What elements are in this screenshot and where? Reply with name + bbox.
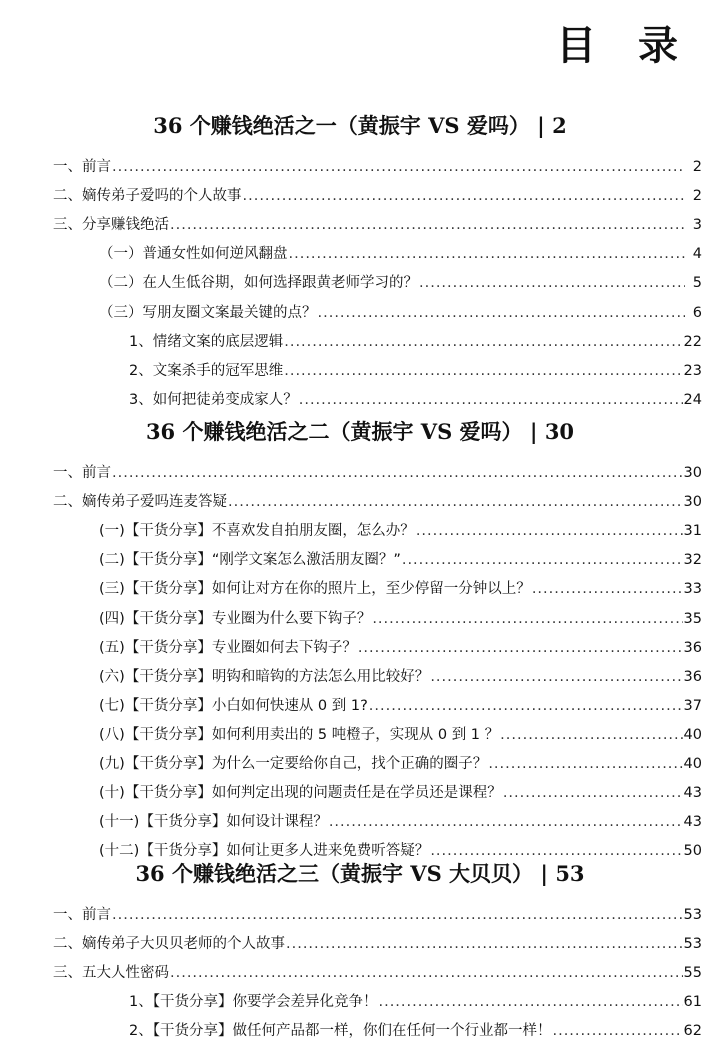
toc-page-number: 43: [683, 814, 702, 831]
toc-entry-title: 一、前言: [53, 907, 111, 923]
dot-leader: [419, 273, 685, 293]
dot-leader: [358, 638, 683, 658]
dot-leader: [112, 905, 683, 925]
dot-leader: [503, 783, 683, 803]
dot-leader: [284, 361, 682, 381]
toc-entry[interactable]: [53, 901, 702, 925]
toc-page-number: 35: [683, 610, 702, 627]
toc-entry[interactable]: [99, 779, 702, 803]
dot-leader: [112, 463, 683, 483]
toc-entry-title: （三）写朋友圈文案最关键的点？: [99, 304, 317, 321]
toc-page-number: 30: [683, 494, 702, 511]
toc-entry[interactable]: [53, 488, 702, 512]
toc-entry-title: (十一)【干货分享】如何设计课程？: [99, 814, 328, 831]
toc-entry[interactable]: [99, 240, 702, 264]
toc-entry[interactable]: [53, 930, 702, 954]
toc-entry-title: （二）在人生低谷期，如何选择跟黄老师学习的？: [99, 275, 418, 292]
toc-page-number: 37: [683, 697, 702, 714]
toc-entry[interactable]: [99, 634, 702, 658]
toc-entry[interactable]: [99, 605, 702, 629]
toc-page-number: 31: [683, 523, 702, 540]
toc-entry-title: 二、嫡传弟子爱吗连麦答疑: [53, 494, 227, 511]
toc-page-number: 6: [692, 304, 702, 321]
toc-page-number: 5: [692, 275, 702, 292]
toc-entry-title: 2、文案杀手的冠军思维: [129, 362, 284, 379]
dot-leader: [318, 303, 686, 323]
toc-entry[interactable]: [99, 299, 702, 323]
toc-entry-title: 一、前言: [53, 159, 111, 175]
toc-entry-title: (五)【干货分享】专业圈如何去下钩子？: [99, 639, 357, 656]
toc-entry[interactable]: [99, 721, 702, 745]
toc-entry[interactable]: [53, 153, 702, 177]
toc-page-number: 43: [683, 785, 702, 802]
dot-leader: [372, 609, 682, 629]
dot-leader: [430, 667, 682, 687]
dot-leader: [369, 696, 683, 716]
toc-entry[interactable]: [129, 357, 702, 381]
toc-page-number: 32: [683, 552, 702, 569]
dot-leader: [488, 754, 682, 774]
toc-entry-title: 二、嫡传弟子爱吗的个人故事: [53, 188, 242, 205]
toc-entry-title: 三、分享赚钱绝活: [53, 217, 169, 234]
toc-entry-title: 3、如何把徒弟变成家人？: [129, 391, 298, 408]
toc-page-number: 24: [683, 391, 702, 408]
dot-leader: [500, 725, 682, 745]
dot-leader: [286, 934, 683, 954]
toc-entry-title: (二)【干货分享】“刚学文案怎么激活朋友圈？”: [99, 552, 401, 569]
section-heading: 36 个赚钱绝活之三（黄振宇 VS 大贝贝） | 53: [135, 861, 585, 886]
section-heading: 36 个赚钱绝活之一（黄振宇 VS 爱吗） | 2: [153, 113, 567, 138]
dot-leader: [243, 186, 686, 206]
section-heading: 36 个赚钱绝活之二（黄振宇 VS 爱吗） | 30: [145, 419, 575, 444]
dot-leader: [289, 244, 686, 264]
toc-entry[interactable]: [99, 663, 702, 687]
toc-page-number: 3: [692, 217, 702, 234]
toc-page-number: 53: [683, 907, 702, 923]
toc-entry-title: (三)【干货分享】如何让对方在你的照片上，至少停留一分钟以上？: [99, 581, 531, 598]
toc-entry-title: 一、前言: [53, 465, 111, 481]
dot-leader: [378, 992, 682, 1012]
dot-leader: [228, 492, 683, 512]
toc-page-number: 40: [683, 726, 702, 743]
toc-entry[interactable]: [129, 328, 702, 352]
toc-page-number: 33: [683, 581, 702, 598]
toc-entry-title: 二、嫡传弟子大贝贝老师的个人故事: [53, 936, 285, 953]
toc-entry[interactable]: [99, 575, 702, 599]
toc-entry[interactable]: [129, 1017, 702, 1041]
toc-entry[interactable]: [129, 386, 702, 410]
dot-leader: [552, 1021, 682, 1041]
toc-entry-title: (八)【干货分享】如何利用卖出的 5 吨橙子，实现从 0 到 1 ？: [99, 726, 500, 743]
toc-entry[interactable]: [99, 269, 702, 293]
toc-entry[interactable]: [99, 546, 702, 570]
dot-leader: [532, 579, 683, 599]
toc-page-number: 62: [683, 1023, 702, 1040]
dot-leader: [299, 390, 683, 410]
toc-entry[interactable]: [53, 211, 702, 235]
toc-entry-title: 1、情绪文案的底层逻辑: [129, 333, 284, 350]
dot-leader: [402, 550, 683, 570]
toc-entry[interactable]: [129, 988, 702, 1012]
toc-entry[interactable]: [53, 459, 702, 483]
toc-page-number: 50: [683, 843, 702, 860]
toc-page-number: 2: [692, 159, 702, 175]
toc-entry-title: 1、【干货分享】你要学会差异化竞争！: [129, 994, 378, 1011]
dot-leader: [329, 812, 683, 832]
dot-leader: [170, 963, 683, 983]
toc-page-number: 61: [683, 994, 702, 1011]
toc-page-number: 22: [683, 333, 702, 350]
toc-page-number: 55: [683, 965, 702, 982]
toc-entry-title: (七)【干货分享】小白如何快速从 0 到 1?: [99, 697, 368, 714]
toc-entry-title: (一)【干货分享】不喜欢发自拍朋友圈，怎么办？: [99, 523, 415, 540]
dot-leader: [416, 521, 683, 541]
toc-entry-title: 三、五大人性密码: [53, 965, 169, 982]
toc-entry-title: (十)【干货分享】如何判定出现的问题责任是在学员还是课程？: [99, 785, 502, 802]
toc-entry-title: (六)【干货分享】明钩和暗钩的方法怎么用比较好？: [99, 668, 430, 685]
dot-leader: [112, 157, 685, 177]
toc-page-number: 53: [683, 936, 702, 953]
dot-leader: [170, 215, 685, 235]
page-title: 目 录: [556, 22, 692, 69]
toc-page-number: 40: [683, 756, 702, 772]
toc-entry[interactable]: [99, 750, 702, 774]
toc-entry[interactable]: [53, 182, 702, 206]
toc-entry-title: （一）普通女性如何逆风翻盘: [99, 246, 288, 263]
toc-page-number: 4: [692, 246, 702, 263]
toc-entry[interactable]: [99, 808, 702, 832]
toc-page-number: 36: [683, 668, 702, 685]
toc-page-number: 30: [683, 465, 702, 481]
toc-page-number: 2: [692, 188, 702, 205]
toc-page-number: 36: [683, 639, 702, 656]
toc-entry-title: 2、【干货分享】做任何产品都一样，你们在任何一个行业都一样！: [129, 1023, 552, 1040]
toc-entry[interactable]: [99, 692, 702, 716]
dot-leader: [284, 332, 682, 352]
toc-entry-title: (四)【干货分享】专业圈为什么要下钩子？: [99, 610, 372, 627]
toc-entry-title: (十二)【干货分享】如何让更多人进来免费听答疑？: [99, 843, 430, 860]
toc-entry[interactable]: [53, 959, 702, 983]
toc-page-number: 23: [683, 362, 702, 379]
toc-entry[interactable]: [99, 517, 702, 541]
toc-entry-title: (九)【干货分享】为什么一定要给你自己，找个正确的圈子？: [99, 756, 488, 772]
